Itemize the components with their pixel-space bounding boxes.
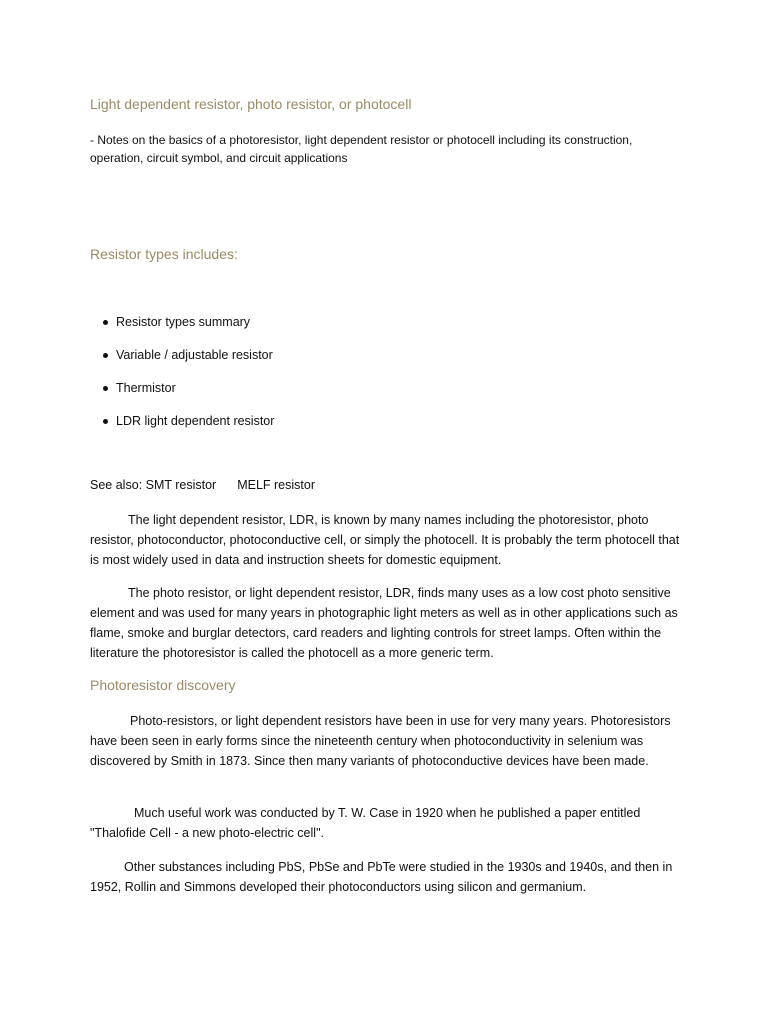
page-subtitle: - Notes on the basics of a photoresistor, light dependent resistor or photocell including its construction, operation, circuit symbol, and circuit applications: [90, 133, 633, 165]
list-item-label[interactable]: Thermistor: [116, 381, 176, 395]
bullet-icon: [103, 386, 108, 391]
discovery-paragraph: Other substances including PbS, PbSe and PbTe were studied in the 1930s and 1940s, and then in 1952, Rollin and Simmons developed their photoconductors using silicon and germanium.: [90, 860, 673, 894]
discovery-heading: Photoresistor discovery: [90, 677, 236, 693]
list-item[interactable]: [90, 313, 274, 346]
discovery-paragraph: Photo-resistors, or light dependent resistors have been in use for very many years. Photoresistors have been seen in early forms since the nineteenth century when photoconductivity in selenium was discovered by Smith in 1873. Since then many variants of photoconductive devices have been made.: [90, 714, 671, 768]
bullet-icon: [103, 320, 108, 325]
page-title: Light dependent resistor, photo resistor, or photocell: [90, 96, 412, 112]
list-item[interactable]: [90, 412, 274, 445]
list-item-label[interactable]: LDR light dependent resistor: [116, 414, 275, 428]
see-also-label: See also:: [90, 478, 143, 492]
ldr-uses-paragraph: The photo resistor, or light dependent resistor, LDR, finds many uses as a low cost photo sensitive element and was used for many years in photographic light meters as well as in other applications such as flame, smoke and burglar detectors, card readers and lighting controls for street lamps. Often within the literature the photoresistor is called the photocell as a more generic term.: [90, 586, 678, 660]
see-also-link-melf[interactable]: MELF resistor: [237, 478, 315, 492]
list-item[interactable]: [90, 346, 274, 379]
see-also-line: [90, 478, 315, 492]
list-item-label[interactable]: Variable / adjustable resistor: [116, 348, 273, 362]
see-also-link-smt[interactable]: SMT resistor: [145, 478, 217, 492]
list-item-label[interactable]: Resistor types summary: [116, 315, 251, 329]
ldr-names-paragraph: The light dependent resistor, LDR, is known by many names including the photoresistor, photo resistor, photoconductor, photoconductive cell, or simply the photocell. It is probably the term photocell that is most widely used in data and instruction sheets for domestic equipment.: [90, 513, 680, 567]
list-item[interactable]: [90, 379, 274, 412]
bullet-icon: [103, 419, 108, 424]
bullet-icon: [103, 353, 108, 358]
resistor-types-heading: Resistor types includes:: [90, 246, 238, 262]
discovery-paragraph: Much useful work was conducted by T. W. Case in 1920 when he published a paper entitled "Thalofide Cell - a new photo-electric cell".: [90, 806, 641, 840]
resistor-types-list: [90, 313, 274, 445]
